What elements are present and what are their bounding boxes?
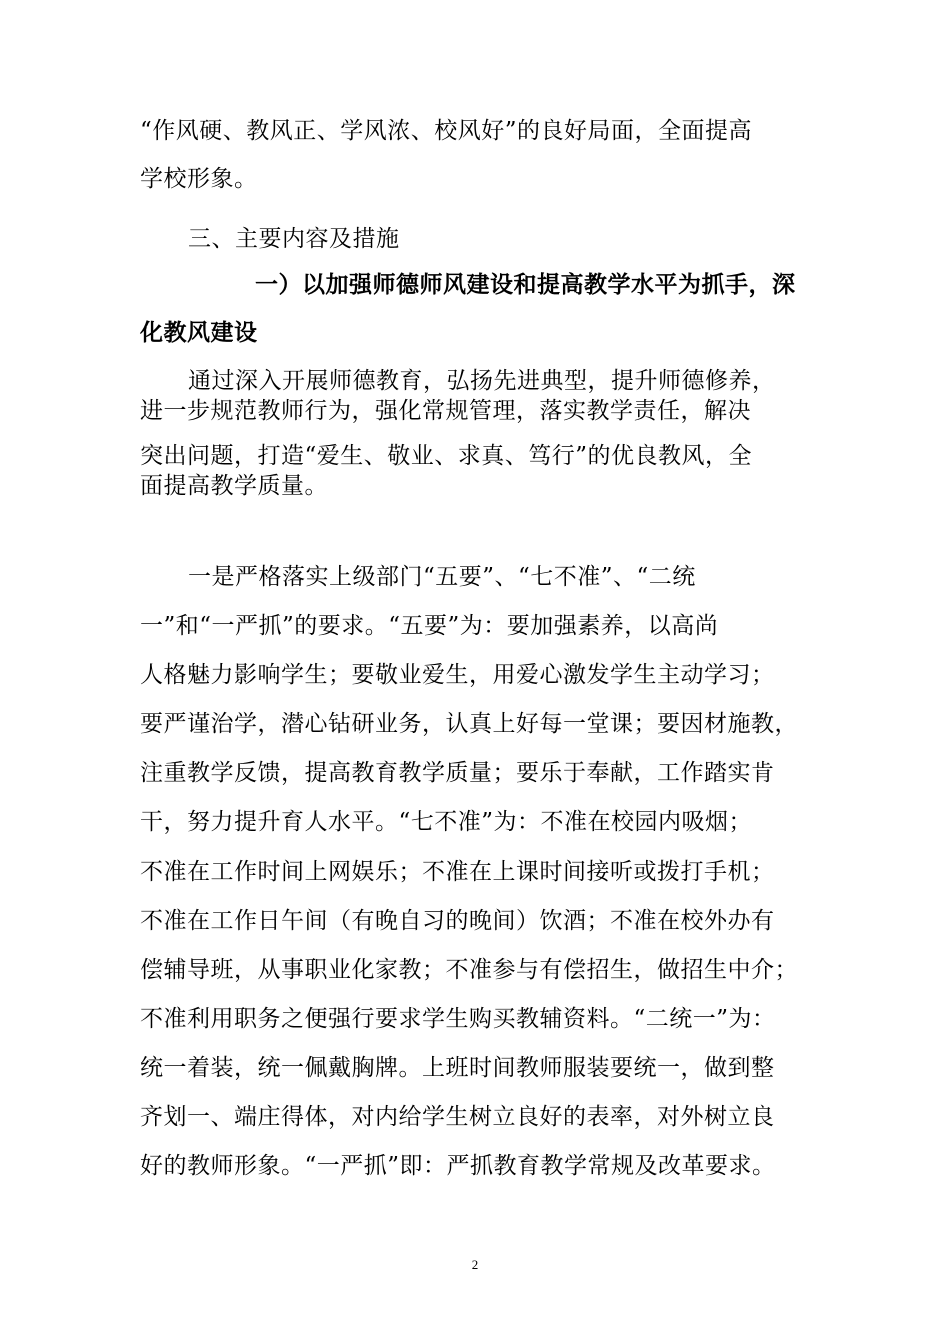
para2-line-13: 好的教师形象。“一严抓”即：严抓教育教学常规及改革要求。: [140, 1153, 776, 1179]
para2-line-12: 齐划一、端庄得体，对内给学生树立良好的表率，对外树立良: [140, 1104, 775, 1130]
para1-line-4: 面提高教学质量。: [140, 473, 328, 499]
section-heading: 三、主要内容及措施: [188, 226, 400, 252]
para1-line-3: 突出问题，打造“爱生、敬业、求真、笃行”的优良教风，全: [140, 443, 753, 469]
para2-line-3: 人格魅力影响学生；要敬业爱生，用爱心激发学生主动学习；: [140, 662, 775, 688]
page-number: 2: [471, 1257, 479, 1272]
para2-line-11: 统一着装，统一佩戴胸牌。上班时间教师服装要统一，做到整: [140, 1055, 775, 1081]
para2-line-6: 干，努力提升育人水平。“七不准”为：不准在校园内吸烟；: [140, 809, 753, 835]
para2-line-5: 注重教学反馈，提高教育教学质量；要乐于奉献，工作踏实肯: [140, 760, 775, 786]
para1-line-2: 进一步规范教师行为，强化常规管理，落实教学责任，解决: [140, 398, 751, 424]
para2-line-10: 不准利用职务之便强行要求学生购买教辅资料。“二统一”为：: [140, 1006, 776, 1032]
para2-line-7: 不准在工作时间上网娱乐；不准在上课时间接听或拨打手机；: [140, 859, 775, 885]
intro-line-2: 学校形象。: [140, 166, 258, 192]
para2-line-1: 一是严格落实上级部门“五要”、“七不准”、“二统: [188, 564, 696, 590]
para2-line-2: 一”和“一严抓”的要求。“五要”为：要加强素养，以高尚: [140, 613, 719, 639]
subsection-heading-line-2: 化教风建设: [140, 320, 258, 346]
subsection-heading-line-1: 一）以加强师德师风建设和提高教学水平为抓手，深: [255, 272, 796, 298]
intro-line-1: “作风硬、教风正、学风浓、校风好”的良好局面，全面提高: [140, 118, 753, 144]
para2-line-8: 不准在工作日午间（有晚自习的晚间）饮酒；不准在校外办有: [140, 908, 775, 934]
para2-line-4: 要严谨治学，潜心钻研业务，认真上好每一堂课；要因材施教，: [140, 711, 798, 737]
para2-line-9: 偿辅导班，从事职业化家教；不准参与有偿招生，做招生中介；: [140, 957, 798, 983]
para1-line-1: 通过深入开展师德教育，弘扬先进典型，提升师德修养，: [188, 368, 776, 394]
